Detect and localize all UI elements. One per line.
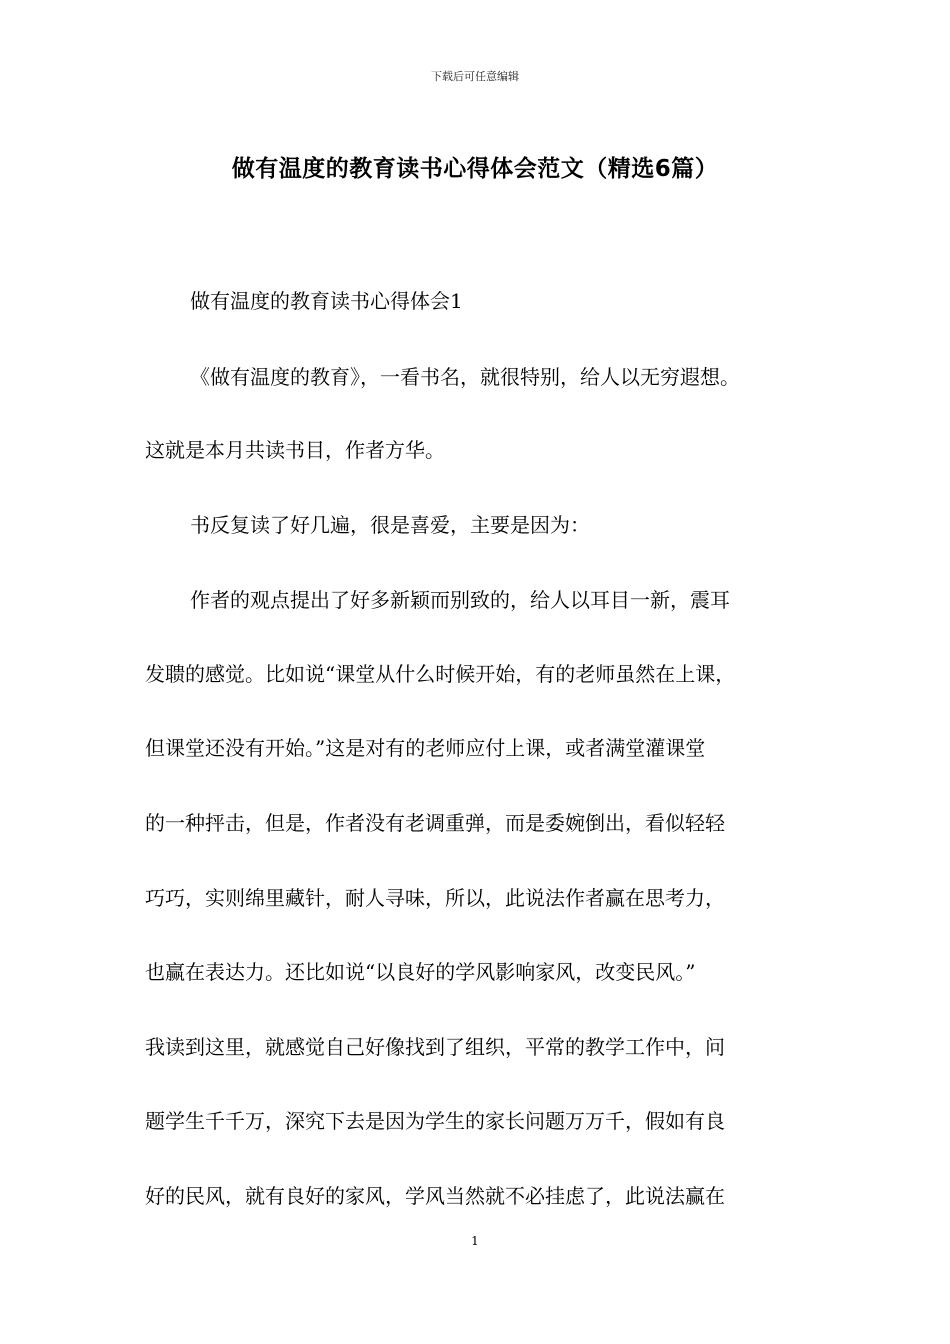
- paragraph-line: 这就是本月共读书目，作者方华。: [145, 438, 445, 462]
- paragraph-line: 作者的观点提出了好多新颖而别致的，给人以耳目一新，震耳: [190, 588, 730, 612]
- paragraph-line: 巧巧，实则绵里藏针，耐人寻味，所以，此说法作者赢在思考力，: [145, 886, 725, 910]
- document-title: 做有温度的教育读书心得体会范文（精选6篇）: [231, 156, 719, 182]
- section-heading: 做有温度的教育读书心得体会1: [190, 289, 463, 313]
- page-number: 1: [471, 1234, 479, 1248]
- paragraph-line: 题学生千千万，深究下去是因为学生的家长问题万万千，假如有良: [145, 1109, 725, 1133]
- paragraph-line: 好的民风，就有良好的家风，学风当然就不必挂虑了，此说法赢在: [145, 1184, 725, 1208]
- paragraph-line: 《做有温度的教育》，一看书名，就很特别，给人以无穷遐想。: [190, 365, 740, 389]
- paragraph-line: 书反复读了好几遍，很是喜爱，主要是因为：: [190, 513, 590, 537]
- paragraph-line: 的一种抨击，但是，作者没有老调重弹，而是委婉倒出，看似轻轻: [145, 811, 725, 835]
- paragraph-line: 也赢在表达力。还比如说“以良好的学风影响家风，改变民风。”: [145, 960, 696, 984]
- paragraph-line: 但课堂还没有开始。”这是对有的老师应付上课，或者满堂灌课堂: [145, 736, 706, 760]
- header-note: 下载后可任意编辑: [431, 70, 519, 83]
- paragraph-line: 发聩的感觉。比如说“课堂从什么时候开始，有的老师虽然在上课，: [145, 662, 736, 686]
- paragraph-line: 我读到这里，就感觉自己好像找到了组织，平常的教学工作中，问: [145, 1035, 725, 1059]
